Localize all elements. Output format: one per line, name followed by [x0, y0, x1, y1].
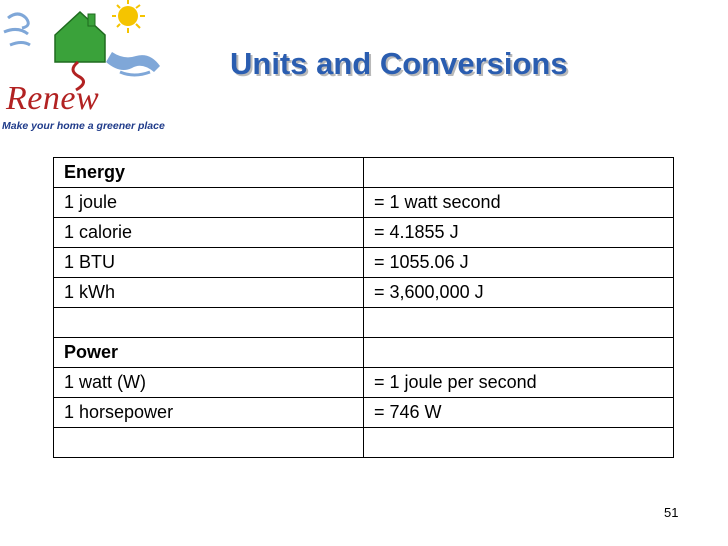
- value-cell: [364, 308, 674, 338]
- unit-cell: 1 watt (W): [54, 368, 364, 398]
- unit-cell: [54, 308, 364, 338]
- table-row: [54, 368, 674, 398]
- value-cell: = 1 watt second: [364, 188, 674, 218]
- renew-logo: [0, 0, 180, 135]
- table-row: [54, 398, 674, 428]
- value-cell: = 3,600,000 J: [364, 278, 674, 308]
- value-cell: = 746 W: [364, 398, 674, 428]
- page-number: 51: [664, 505, 679, 520]
- unit-cell: 1 BTU: [54, 248, 364, 278]
- table-row: [54, 338, 674, 368]
- value-cell: = 1 joule per second: [364, 368, 674, 398]
- unit-cell: Energy: [54, 158, 364, 188]
- conversion-table-body: [54, 158, 674, 458]
- unit-cell: 1 kWh: [54, 278, 364, 308]
- unit-cell: 1 horsepower: [54, 398, 364, 428]
- unit-cell: Power: [54, 338, 364, 368]
- value-cell: = 4.1855 J: [364, 218, 674, 248]
- logo-tagline: Make your home a greener place: [2, 120, 165, 132]
- table-row: [54, 278, 674, 308]
- value-cell: = 1055.06 J: [364, 248, 674, 278]
- logo-wordmark: Renew: [6, 80, 100, 117]
- unit-cell: 1 calorie: [54, 218, 364, 248]
- value-cell: [364, 338, 674, 368]
- table-row: [54, 158, 674, 188]
- table-row: [54, 248, 674, 278]
- value-cell: [364, 158, 674, 188]
- unit-cell: 1 joule: [54, 188, 364, 218]
- conversion-table: [53, 157, 674, 458]
- table-row: [54, 428, 674, 458]
- table-row: [54, 308, 674, 338]
- unit-cell: [54, 428, 364, 458]
- slide-title: Units and Conversions: [230, 46, 568, 81]
- table-row: [54, 218, 674, 248]
- table-row: [54, 188, 674, 218]
- value-cell: [364, 428, 674, 458]
